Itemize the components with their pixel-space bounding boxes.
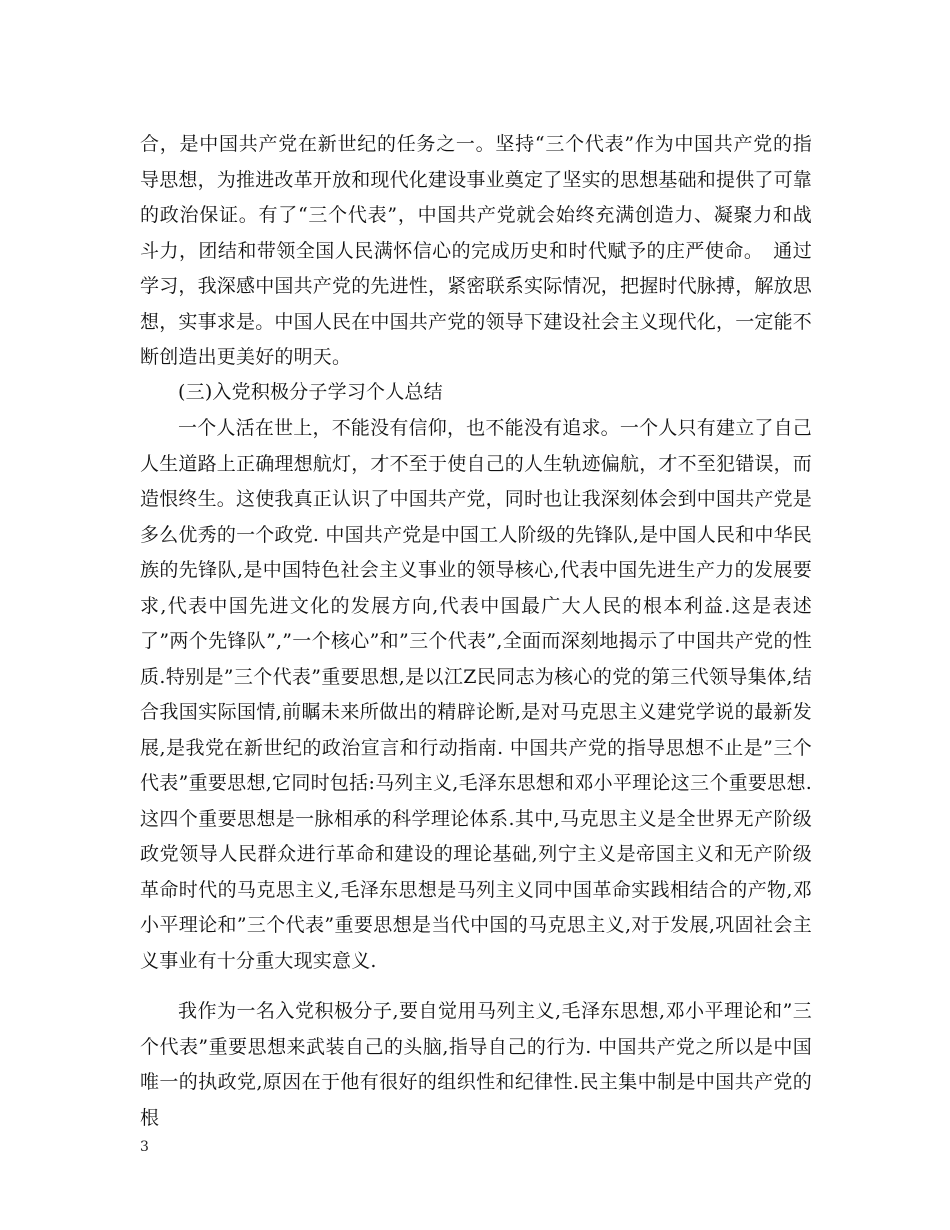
section-heading: (三)入党积极分子学习个人总结 — [178, 381, 443, 403]
paragraph-continuation: 合，是中国共产党在新世纪的任务之一。坚持“三个代表”作为中国共产党的指导思想，为推进改革开放和现代化建设事业奠定了坚实的思想基础和提供了可靠的政治保证。有了“三个代表”，中国共产党就会始终充满创造力、凝聚力和战斗力，团结和带领全国人民满怀信心的完成历史和时代赋予的庄严使命。 通过学习，我深感中国共产党的先进性，紧密联系实际情况，把握时代脉搏，解放思想，实事求是。中国人民在中国共产党的领导下建设社会主义现代化，一定能不断创造出更美好的明天。 — [140, 133, 813, 368]
page-number: 3 — [140, 1139, 149, 1155]
paragraph-body: 一个人活在世上，不能没有信仰，也不能没有追求。一个人只有建立了自己人生道路上正确理想航灯，才不至于使自己的人生轨迹偏航，才不至犯错误，而造恨终生。这使我真正认识了中国共产党，同时也让我深刻体会到中国共产党是多么优秀的一个政党. 中国共产党是中国工人阶级的先锋队,是中国人民和中华民族的先锋队,是中国特色社会主义事业的领导核心,代表中国先进生产力的发展要求,代表中国先进文化的发展方向,代表中国最广大人民的根本利益.这是表述了”两个先锋队”,”一个核心”和”三个代表”,全面而深刻地揭示了中国共产党的性质.特别是”三个代表”重要思想,是以江Z民同志为核心的党的第三代领导集体,结合我国实际国情,前瞩未来所做出的精辟论断,是对马克思主义建党学说的最新发展,是我党在新世纪的政治宣言和行动指南. 中国共产党的指导思想不止是”三个代表”重要思想,它同时包括:马列主义,毛泽东思想和邓小平理论这三个重要思想.这四个重要思想是一脉相承的科学理论体系.其中,马克思主义是全世界无产阶级政党领导人民群众进行革命和建设的理论基础,列宁主义是帝国主义和无产阶级革命时代的马克思主义,毛泽东思想是马列主义同中国革命实践相结合的产物,邓小平理论和”三个代表”重要思想是当代中国的马克思主义,对于发展,巩固社会主义事业有十分重大现实意义. — [140, 417, 813, 972]
paragraph-body: 我作为一名入党积极分子,要自觉用马列主义,毛泽东思想,邓小平理论和”三个代表”重要思想来武装自己的头脑,指导自己的行为. 中国共产党之所以是中国唯一的执政党,原因在于他有很好的组织性和纪律性.民主集中制是中国共产党的根 — [140, 1000, 812, 1129]
